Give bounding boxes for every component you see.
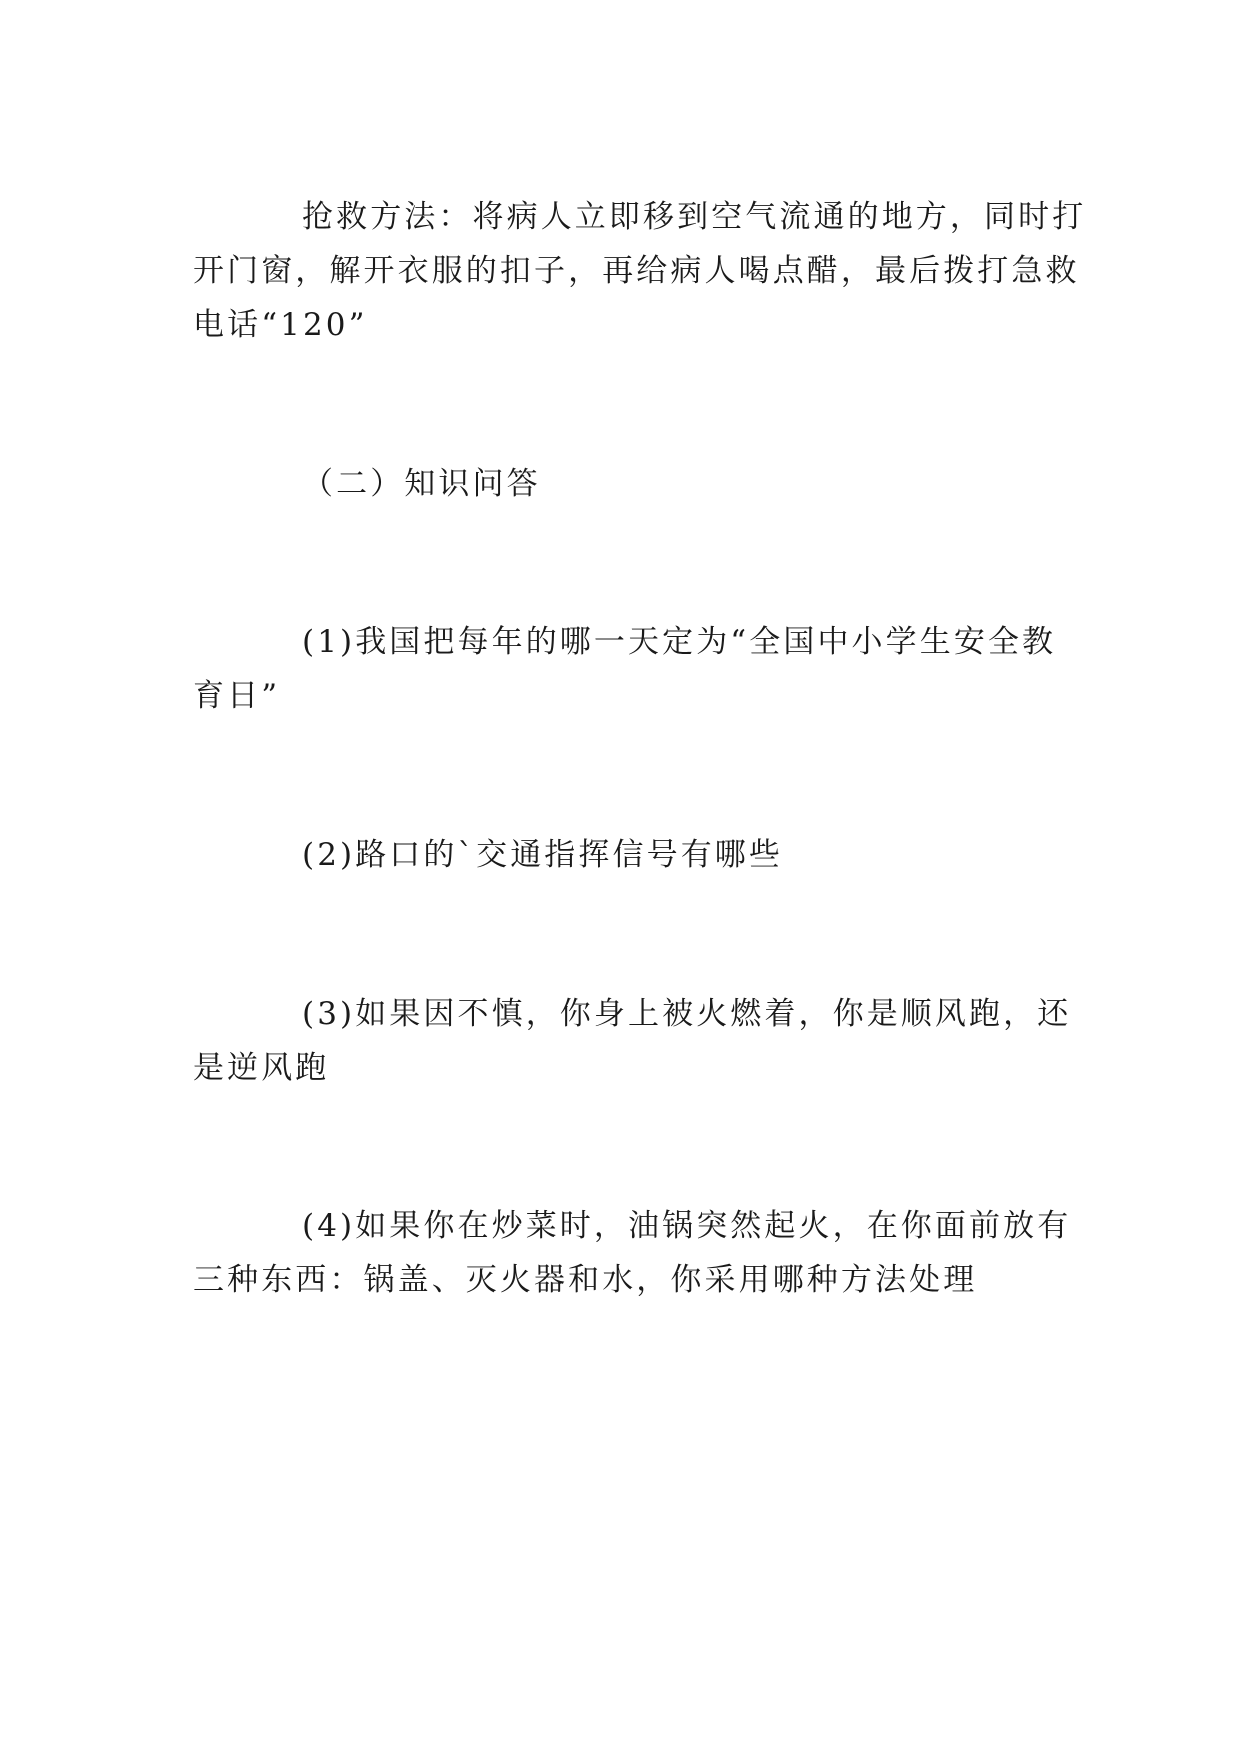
question-line: (4)如果你在炒菜时，油锅突然起火，在你面前放有 (302, 1208, 1072, 1244)
question-line: 是逆风跑 (193, 1050, 330, 1086)
question-line: (3)如果因不慎，你身上被火燃着，你是顺风跑，还 (302, 996, 1072, 1032)
question-line: (1)我国把每年的哪一天定为“全国中小学生安全教 (302, 624, 1057, 660)
question-line: 育日” (193, 678, 281, 714)
section-heading: （二）知识问答 (302, 466, 541, 502)
paragraph-line: 开门窗，解开衣服的扣子，再给病人喝点醋，最后拨打急救 (193, 253, 1080, 289)
question-line: (2)路口的`交通指挥信号有哪些 (302, 837, 784, 873)
paragraph-line: 抢救方法：将病人立即移到空气流通的地方，同时打 (302, 199, 1087, 235)
paragraph-line: 电话“120” (193, 307, 368, 343)
question-line: 三种东西：锅盖、灭火器和水，你采用哪种方法处理 (193, 1262, 978, 1298)
